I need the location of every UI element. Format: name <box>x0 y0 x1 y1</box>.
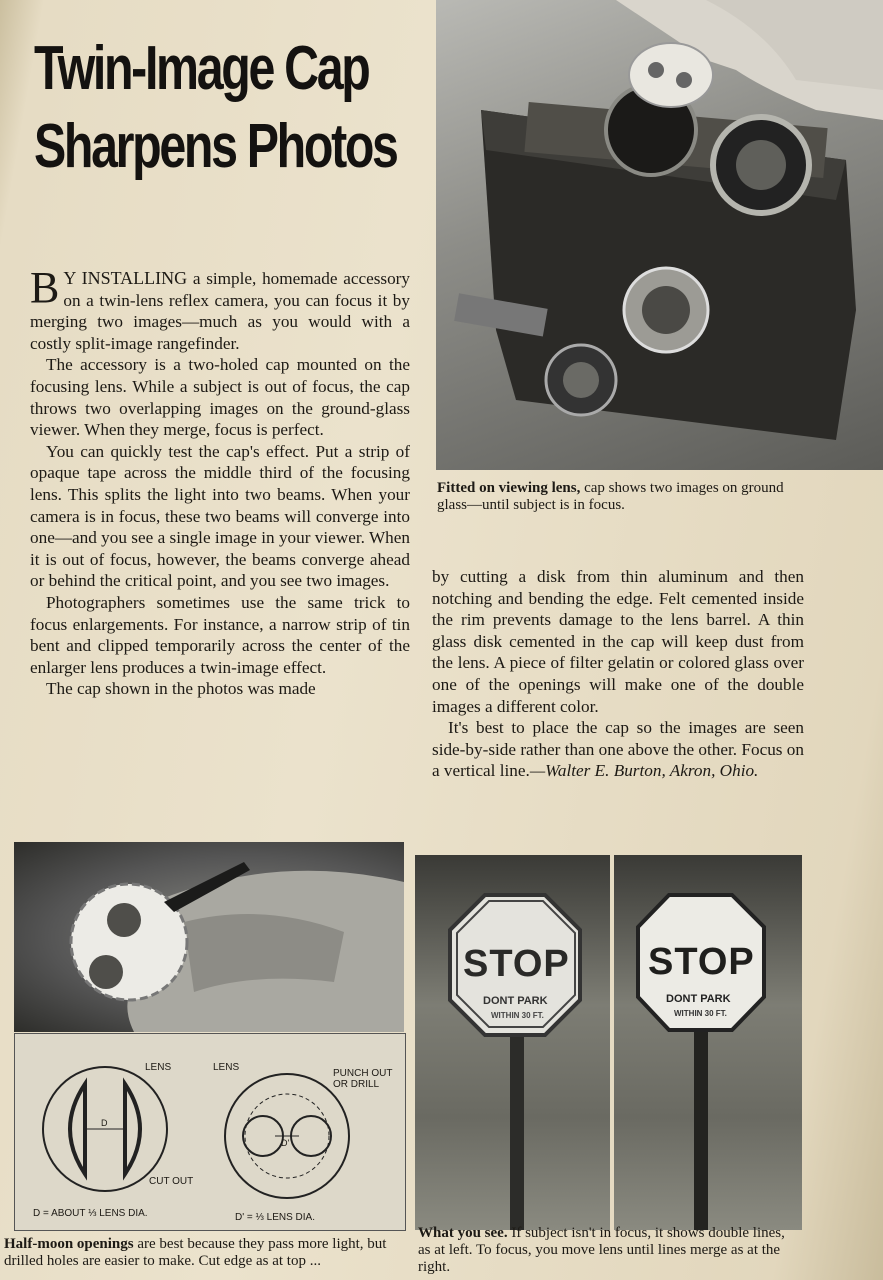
stop-sign-photo-blurred <box>415 855 610 1230</box>
paragraph-1-text: a simple, homemade accessory on a twin-lens reflex camera, you can focus it by merging two images—much as you would with a costly split-image rangefinder. <box>30 269 410 353</box>
paragraph-3: You can quickly test the cap's effect. Put a strip of opaque tape across the middle third of the focusing lens. This splits the light into two beams. When your camera is in focus, these two beams will converge into one—and you see a single image in your viewer. When it is out of focus, however, the beams converge ahead or behind the critical point, and you see two images. <box>30 441 410 591</box>
cap-diagram-drawing <box>15 1034 405 1230</box>
paragraph-4: Photographers sometimes use the same trick to focus enlargements. For instance, a narrow strip of tin bent and clipped temporarily across the center of the enlarger lens produces a twin-image effect. <box>30 592 410 677</box>
paragraph-7-text: It's best to place the cap so the images are seen side-by-side rather than one above the other. Focus on a vertical line. <box>432 718 804 781</box>
stop-text-right: STOP <box>648 941 755 983</box>
paragraph-5: The cap shown in the photos was made <box>46 679 316 699</box>
caption-top-text: cap shows two images on ground glass—until subject is in focus. <box>437 480 784 513</box>
within-text-right: WITHIN 30 FT. <box>674 1009 727 1018</box>
camera-photo-caption <box>437 480 817 514</box>
diagram-cutout-label: CUT OUT <box>149 1176 194 1187</box>
diagram-d-label: D <box>101 1118 108 1128</box>
title-line-2: Sharpens Photos <box>34 112 397 181</box>
lead-in: Y INSTALLING <box>63 268 188 288</box>
camera-photo <box>436 0 883 470</box>
within-text-left: WITHIN 30 FT. <box>491 1011 544 1020</box>
caption-left-text: are best because they pass more light, but drilled holes are easier to make. Cut edge as at top ... <box>4 1236 387 1269</box>
caption-top-bold: Fitted on viewing lens, <box>437 480 581 496</box>
diagram-note-left: D = ABOUT ⅓ LENS DIA. <box>33 1208 148 1219</box>
article-left-column <box>30 263 410 700</box>
dont-park-text-right: DONT PARK <box>666 993 731 1005</box>
diagram-dprime-label: D' <box>281 1138 290 1148</box>
blurred-stop-sign <box>415 855 610 1230</box>
paragraph-6: by cutting a disk from thin aluminum and then notching and bending the edge. Felt cemented inside the rim prevents damage to the lens barrel. A thin glass disk cemented in the cap will keep dust from the lens. A piece of filter gelatin or colored glass over one of the openings will make one of the double images a different color. <box>432 567 804 716</box>
byline: —Walter E. Burton, Akron, Ohio. <box>529 761 759 781</box>
camera-illustration <box>436 0 883 470</box>
diagram-note-right: D' = ⅓ LENS DIA. <box>235 1212 315 1223</box>
title-line-1: Twin-Image Cap <box>34 34 369 103</box>
cap-photo-caption <box>4 1236 404 1270</box>
drop-cap: B <box>30 263 60 312</box>
stop-text-left: STOP <box>463 943 570 985</box>
cap-illustration <box>14 842 404 1032</box>
paragraph-7 <box>432 717 804 782</box>
dont-park-text-left: DONT PARK <box>483 995 548 1007</box>
sharp-stop-sign <box>614 855 802 1230</box>
caption-left-bold: Half-moon openings <box>4 1236 134 1252</box>
diagram-punch-label: PUNCH OUT OR DRILL <box>333 1068 393 1090</box>
cap-diagram <box>14 1033 406 1231</box>
article-right-column <box>432 566 804 782</box>
diagram-lens-label-left: LENS <box>145 1062 172 1073</box>
caption-right-bold: What you see. <box>418 1225 508 1241</box>
stop-sign-photo-sharp <box>614 855 802 1230</box>
diagram-lens-label-right: LENS <box>213 1062 240 1073</box>
paragraph-1 <box>30 263 410 354</box>
caption-right-text: If subject isn't in focus, it shows double lines, as at left. To focus, you move lens until lines merge as at the right. <box>418 1225 785 1275</box>
paragraph-2: The accessory is a two-holed cap mounted on the focusing lens. While a subject is out of focus, the cap throws two overlapping images on the ground-glass viewer. When they merge, focus is perfect. <box>30 355 410 440</box>
article-title <box>34 30 397 186</box>
cap-in-hand-photo <box>14 842 404 1032</box>
stop-sign-caption <box>418 1225 798 1276</box>
